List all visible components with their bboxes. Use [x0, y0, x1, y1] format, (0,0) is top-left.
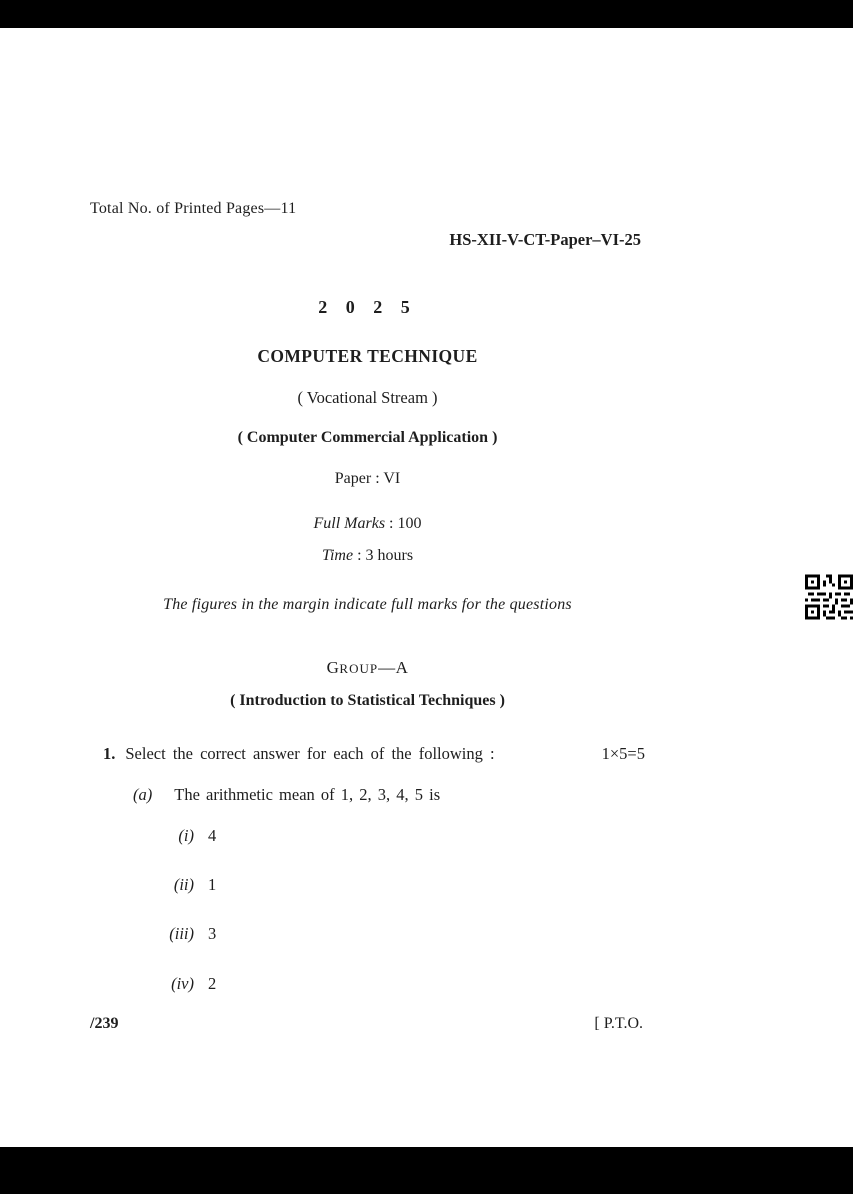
- full-marks-label: Full Marks: [313, 515, 386, 532]
- paper-code: HS-XII-V-CT-Paper–VI-25: [449, 230, 641, 249]
- paper-serial-number: /239: [90, 1015, 119, 1032]
- group-a-subtitle: ( Introduction to Statistical Techniques ): [230, 692, 505, 709]
- full-marks-line: [0, 515, 735, 533]
- group-suffix: —A: [378, 658, 409, 677]
- question-1-marks: 1×5=5: [601, 744, 645, 763]
- qr-code: [805, 574, 853, 620]
- option-iv-value: 2: [208, 974, 217, 993]
- group-smallcaps: ROUP: [339, 661, 379, 676]
- time-line: [0, 547, 735, 565]
- option-ii-value: 1: [208, 875, 217, 894]
- question-1a-label: (a): [133, 785, 153, 804]
- group-letter: G: [326, 658, 340, 677]
- option-i: [152, 826, 216, 846]
- time-value: : 3 hours: [357, 547, 414, 564]
- full-marks-value: : 100: [389, 515, 422, 532]
- question-1: [103, 744, 645, 764]
- question-1-text: Select the correct answer for each of the following :: [125, 744, 495, 763]
- option-iv-label: (iv): [171, 974, 194, 993]
- subject-title: COMPUTER TECHNIQUE: [257, 346, 478, 366]
- option-iii: [152, 924, 216, 944]
- exam-year: 2 0 2 5: [318, 297, 417, 317]
- question-1-number: 1.: [103, 744, 116, 763]
- group-a-heading: [0, 658, 735, 678]
- scan-artifact-bottom: [0, 1147, 853, 1194]
- printed-pages-note: Total No. of Printed Pages—11: [90, 200, 297, 217]
- option-iii-label: (iii): [169, 924, 194, 943]
- application-subtitle: ( Computer Commercial Application ): [237, 429, 498, 446]
- option-i-value: 4: [208, 826, 217, 845]
- margin-instruction: The figures in the margin indicate full marks for the questions: [163, 596, 572, 613]
- stream-subtitle: ( Vocational Stream ): [297, 388, 438, 407]
- paper-number: Paper : VI: [334, 470, 401, 487]
- question-1a-text: The arithmetic mean of 1, 2, 3, 4, 5 is: [174, 785, 441, 804]
- option-ii: [152, 875, 216, 895]
- scan-artifact-top: [0, 0, 853, 28]
- option-iii-value: 3: [208, 924, 217, 943]
- option-ii-label: (ii): [173, 875, 194, 894]
- question-1a: [133, 785, 440, 805]
- time-label: Time: [321, 547, 354, 564]
- pto-marker: [ P.T.O.: [594, 1015, 643, 1032]
- option-i-label: (i): [178, 826, 194, 845]
- option-iv: [152, 974, 216, 994]
